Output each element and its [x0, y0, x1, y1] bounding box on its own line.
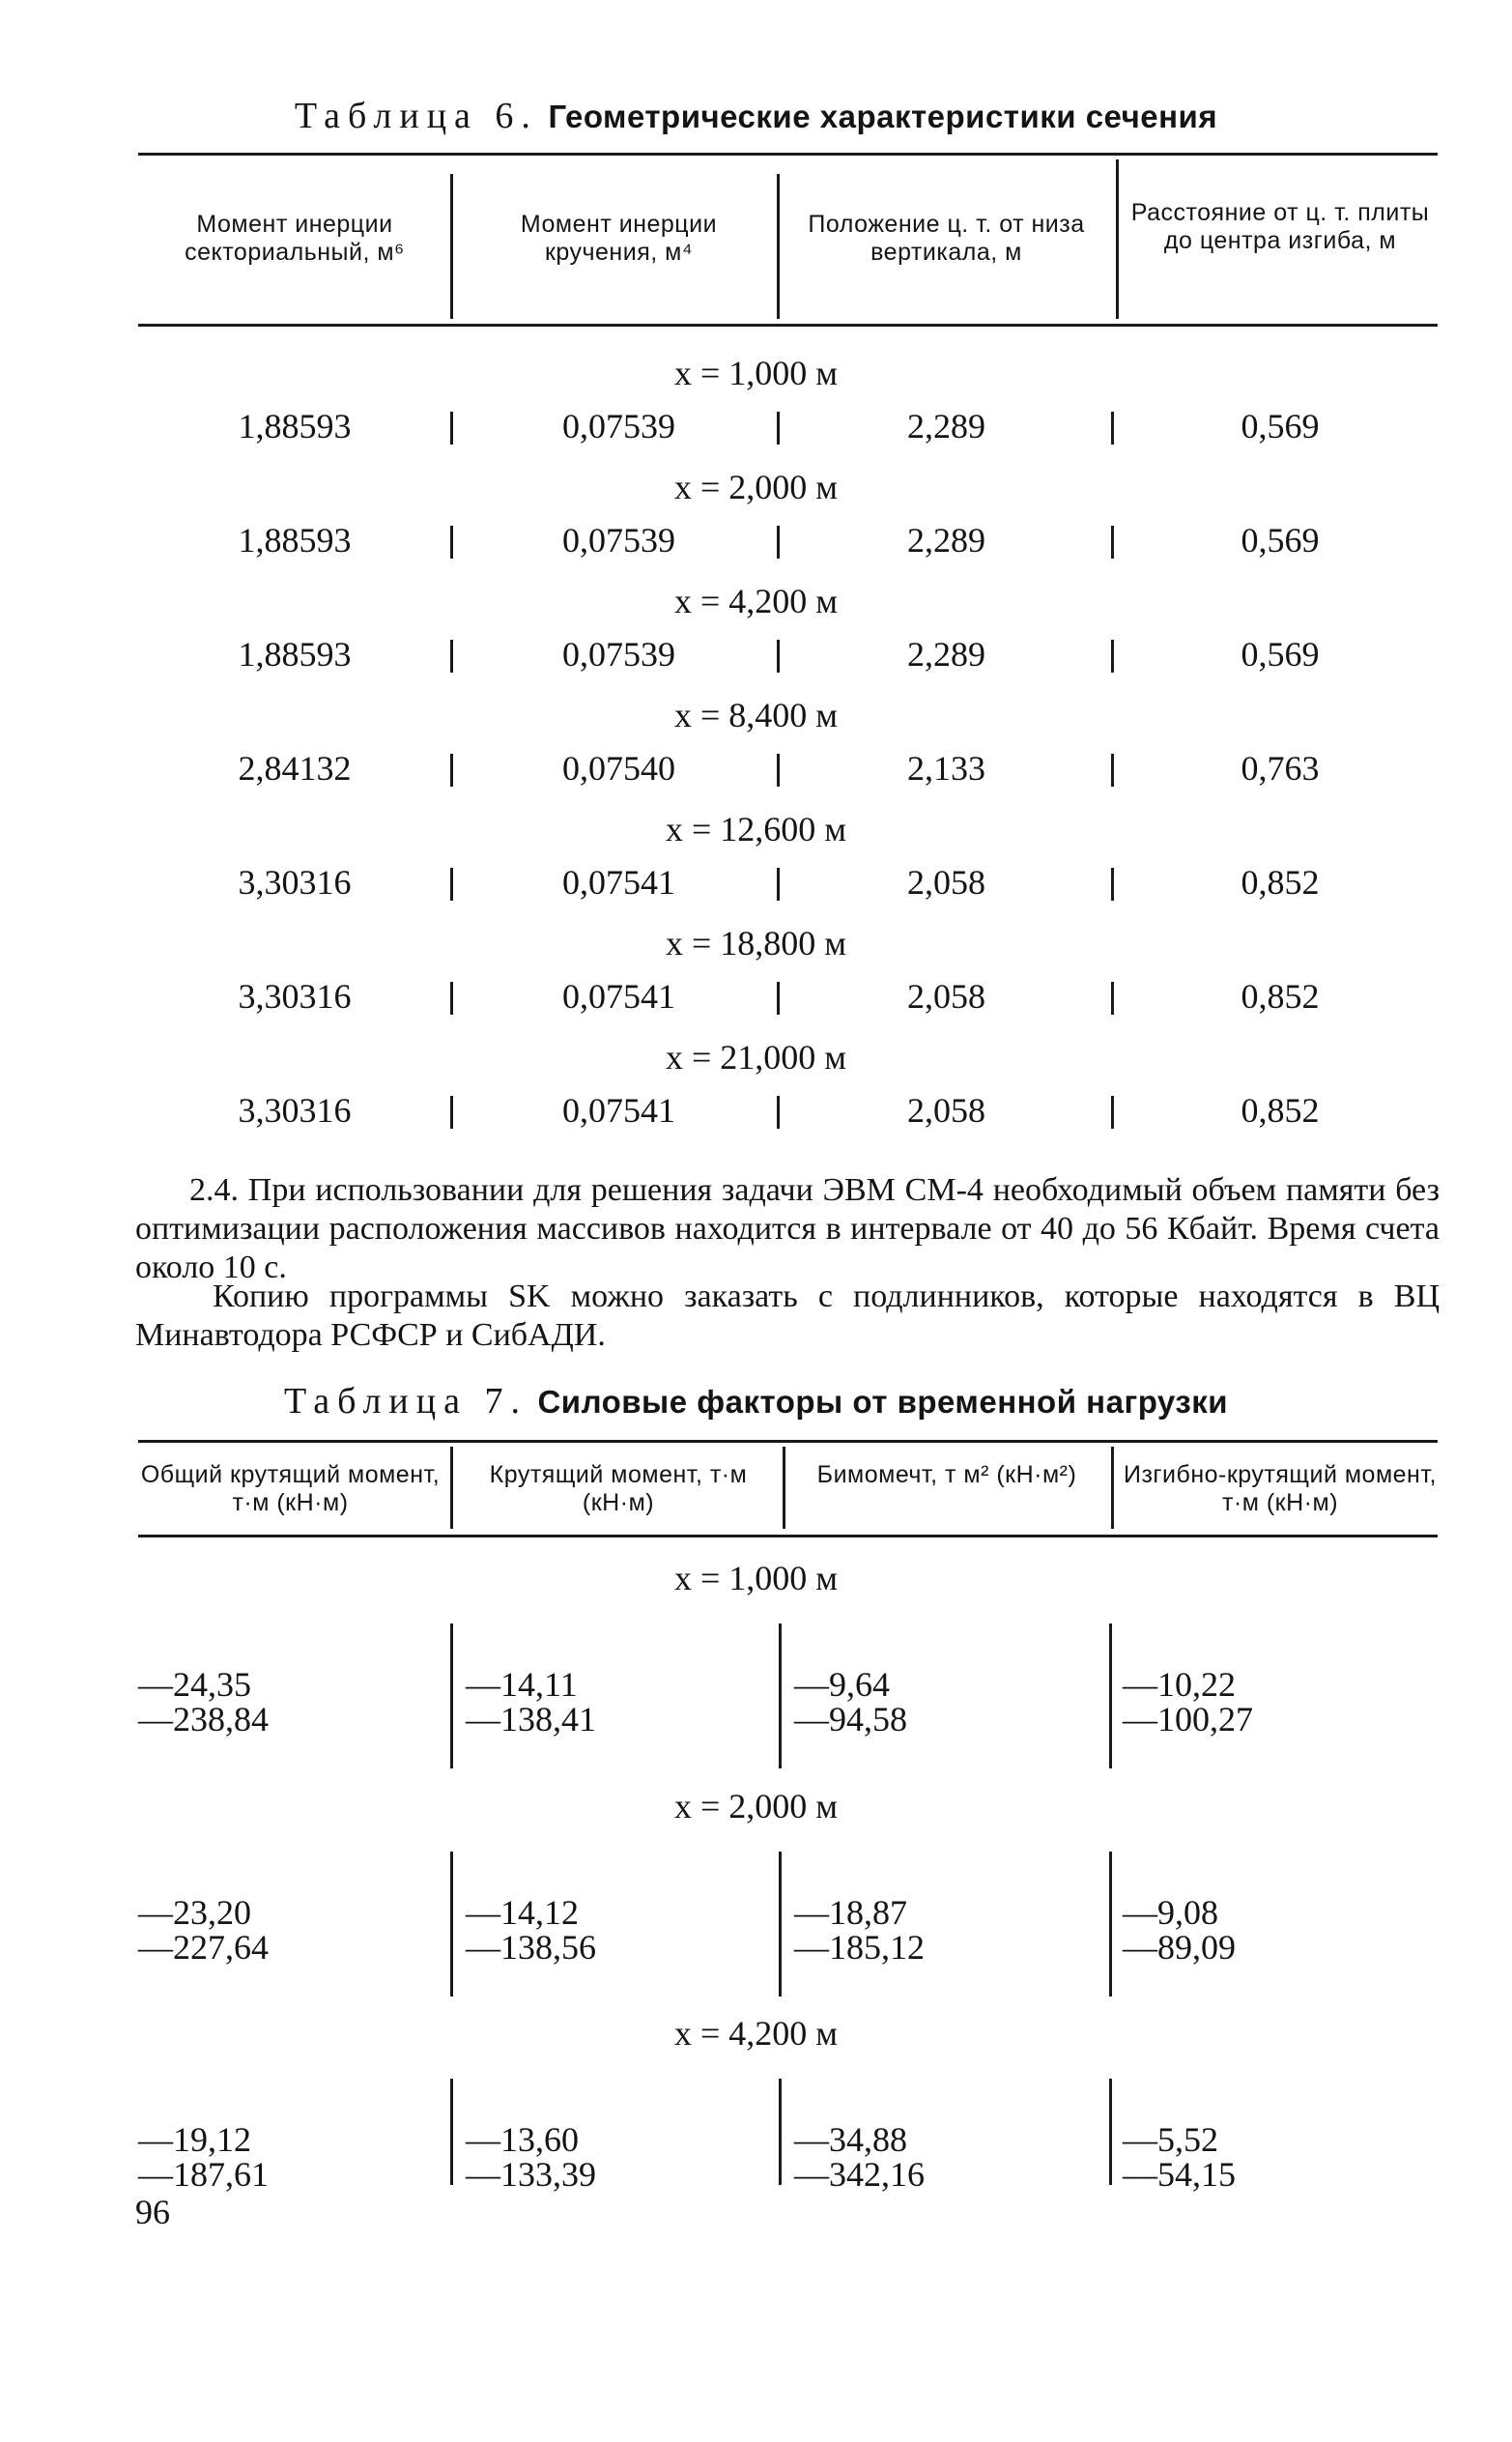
table6-row-divider: [777, 868, 780, 901]
table7-cell: —238,84: [138, 1700, 269, 1738]
table7-cell: —138,41: [466, 1700, 596, 1738]
table6-cell: 2,84132: [238, 749, 352, 788]
table7-cell: —14,12: [466, 1893, 579, 1932]
table6-cell: 2,058: [907, 863, 985, 902]
table6-cell: 0,07539: [562, 521, 675, 560]
table7-row-divider: [1109, 1852, 1112, 1997]
table7-cell: —18,87: [794, 1893, 907, 1932]
table7-cell: —185,12: [794, 1928, 925, 1967]
table6-row-divider: [1111, 1096, 1114, 1129]
table6-cell: 1,88593: [238, 521, 352, 560]
table6-cell: 0,07540: [562, 749, 675, 788]
table6-cell: 0,852: [1241, 1091, 1320, 1130]
table7-cell: —138,56: [466, 1928, 596, 1967]
table7-top-rule: [138, 1440, 1438, 1443]
table6-cell: 2,058: [907, 977, 985, 1016]
table6-title: [0, 95, 1512, 137]
table6-row-divider: [1111, 526, 1114, 559]
table6-cell: 2,289: [907, 407, 985, 445]
table6-x-position: x = 21,000 м: [665, 1038, 847, 1077]
table6-header-col2: Момент инерции кручения, м⁴: [520, 211, 718, 266]
table6-row-divider: [1111, 412, 1114, 445]
table7-header-rule: [138, 1535, 1438, 1537]
table6-row-divider: [777, 982, 780, 1015]
table6-header-rule: [138, 324, 1438, 327]
paragraph-program-copy: Копию программы SK можно заказать с подлинников, которые находятся в ВЦ Минавтодора РСФСР и СибАДИ.: [135, 1278, 1440, 1353]
table7-cell: —54,15: [1123, 2155, 1236, 2194]
table6-row-divider: [1111, 868, 1114, 901]
table6-header-divider: [1116, 159, 1119, 319]
table7-cell: —34,88: [794, 2120, 907, 2159]
table6-cell: 0,07541: [562, 1091, 675, 1130]
table6-row-divider: [777, 640, 780, 673]
table6-cell: 0,852: [1241, 863, 1320, 902]
table6-cell: 1,88593: [238, 407, 352, 445]
table7-caption: Силовые факторы от временной нагрузки: [537, 1384, 1229, 1420]
table6-cell: 0,07539: [562, 635, 675, 674]
table6-row-divider: [777, 412, 780, 445]
table7-cell: —227,64: [138, 1928, 269, 1967]
table7-row-divider: [450, 1623, 453, 1768]
table7-header-col2: Крутящий момент, т·м (кН·м): [489, 1461, 748, 1516]
table6-x-position: x = 1,000 м: [673, 354, 839, 392]
table6-x-position: x = 12,600 м: [665, 810, 847, 848]
table6-row-divider: [450, 640, 453, 673]
table7-x-position: x = 2,000 м: [673, 1787, 839, 1825]
table7-header-divider: [450, 1447, 453, 1529]
table6-row-divider: [1111, 640, 1114, 673]
table7-cell: —19,12: [138, 2120, 251, 2159]
table6-header-divider: [777, 174, 780, 319]
table6-label: Таблица 6.: [294, 96, 538, 136]
table6-row-divider: [777, 526, 780, 559]
table7-cell: —23,20: [138, 1893, 251, 1932]
table7-cell: —187,61: [138, 2155, 269, 2194]
table7-title: [0, 1380, 1512, 1422]
table6-x-position: x = 2,000 м: [673, 468, 839, 506]
table6-cell: 0,569: [1241, 635, 1320, 674]
table6-x-position: x = 18,800 м: [665, 924, 847, 962]
table7-header-divider: [783, 1447, 785, 1529]
table6-cell: 0,569: [1241, 521, 1320, 560]
table7-cell: —13,60: [466, 2120, 579, 2159]
table7-label: Таблица 7.: [283, 1381, 528, 1422]
table7-cell: —14,11: [466, 1665, 578, 1704]
table6-x-position: x = 8,400 м: [673, 696, 839, 734]
page-number: 96: [135, 2193, 170, 2231]
table6-row-divider: [450, 526, 453, 559]
table7-cell: —342,16: [794, 2155, 925, 2194]
table6-cell: 0,763: [1241, 749, 1320, 788]
table7-cell: —5,52: [1123, 2120, 1218, 2159]
table7-row-divider: [779, 1852, 782, 1997]
table7-cell: —94,58: [794, 1700, 907, 1738]
table7-x-position: x = 1,000 м: [673, 1559, 839, 1597]
table7-row-divider: [1109, 2079, 1112, 2185]
table7-cell: —9,64: [794, 1665, 890, 1704]
table7-header-col4: Изгибно-крутящий момент, т·м (кН·м): [1124, 1461, 1437, 1516]
table7-row-divider: [779, 1623, 782, 1768]
table6-row-divider: [450, 412, 453, 445]
table6-cell: 1,88593: [238, 635, 352, 674]
table7-row-divider: [779, 2079, 782, 2185]
table7-row-divider: [450, 1852, 453, 1997]
table6-cell: 2,058: [907, 1091, 985, 1130]
table7-header-col1: Общий крутящий момент, т·м (кН·м): [140, 1461, 441, 1516]
table7-x-position: x = 4,200 м: [673, 2014, 839, 2053]
table7-cell: —9,08: [1123, 1893, 1218, 1932]
table6-row-divider: [777, 1096, 780, 1129]
table7-cell: —10,22: [1123, 1665, 1236, 1704]
table7-row-divider: [1109, 1623, 1112, 1768]
table6-cell: 2,289: [907, 521, 985, 560]
table6-x-position: x = 4,200 м: [673, 582, 839, 620]
table6-cell: 0,07539: [562, 407, 675, 445]
table6-row-divider: [450, 1096, 453, 1129]
table7-cell: —133,39: [466, 2155, 596, 2194]
table6-row-divider: [777, 754, 780, 787]
table7-header-divider: [1111, 1447, 1114, 1529]
table7-row-divider: [450, 2079, 453, 2185]
table7-cell: —100,27: [1123, 1700, 1253, 1738]
table6-cell: 0,569: [1241, 407, 1320, 445]
table6-header-col1: Момент инерции секториальный, м⁶: [185, 211, 405, 266]
table6-cell: 0,07541: [562, 863, 675, 902]
table6-header-col3: Положение ц. т. от низа вертикала, м: [808, 211, 1085, 266]
table7-header-col3: Бимомечт, т м² (кН·м²): [816, 1461, 1077, 1488]
table6-cell: 3,30316: [238, 977, 352, 1016]
table6-row-divider: [1111, 982, 1114, 1015]
table6-header-divider: [450, 174, 453, 319]
table7-cell: —24,35: [138, 1665, 251, 1704]
table6-cell: 0,07541: [562, 977, 675, 1016]
table6-row-divider: [450, 754, 453, 787]
table6-cell: 3,30316: [238, 1091, 352, 1130]
table6-header-col4: Расстояние от ц. т. плиты до центра изгиба, м: [1130, 199, 1430, 254]
table6-cell: 2,289: [907, 635, 985, 674]
table6-caption: Геометрические характеристики сечения: [548, 99, 1218, 134]
table6-row-divider: [1111, 754, 1114, 787]
paragraph-2-4: 2.4. При использовании для решения задачи ЭВМ СМ-4 необходимый объем памяти без оптимизации расположения массивов находится в интервале от 40 до 56 Кбайт. Время счета около 10 с.: [135, 1172, 1440, 1285]
table6-cell: 2,133: [907, 749, 985, 788]
table6-row-divider: [450, 868, 453, 901]
table6-row-divider: [450, 982, 453, 1015]
table6-top-rule: [138, 153, 1438, 156]
table6-cell: 0,852: [1241, 977, 1320, 1016]
table7-cell: —89,09: [1123, 1928, 1236, 1967]
table6-cell: 3,30316: [238, 863, 352, 902]
